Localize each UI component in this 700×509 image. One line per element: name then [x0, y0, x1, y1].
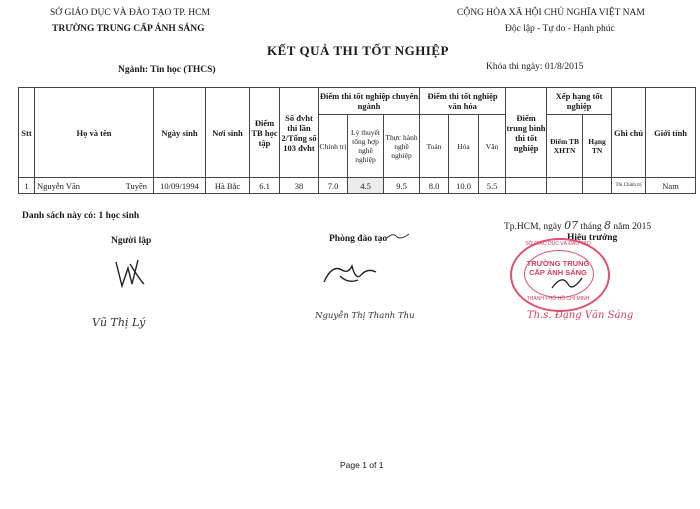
principal-title: Hiệu trưởng — [567, 233, 618, 243]
header-group-rank: Xếp hạng tốt nghiệp — [547, 88, 612, 115]
header-final: Điểm trung bình thi tốt nghiệp — [506, 88, 547, 178]
cell-stt: 1 — [19, 178, 35, 194]
signing-date — [504, 219, 651, 232]
page-title: KẾT QUẢ THI TỐT NGHIỆP — [267, 43, 449, 58]
date-prefix: Tp.HCM, ngày — [504, 222, 562, 232]
header-rank-score: Điểm TB XHTN — [547, 115, 583, 178]
header-stt: Stt — [19, 88, 35, 178]
stamp-bottom-text: THÀNH PHỐ HỒ CHÍ MINH — [526, 296, 590, 302]
national-motto: Độc lập - Tự do - Hạnh phúc — [505, 24, 615, 34]
training-title: Phòng đào tạo — [329, 234, 388, 244]
header-politics: Chính trị — [319, 115, 348, 178]
header-group-culture: Điểm thi tốt nghiệp văn hóa — [420, 88, 506, 115]
cell-dob: 10/09/1994 — [154, 178, 206, 194]
month-prefix: tháng — [580, 222, 602, 232]
results-table — [18, 87, 696, 194]
header-practice: Thực hành nghề nghiệp — [384, 115, 420, 178]
cell-math: 8.0 — [420, 178, 449, 194]
cell-gender: Nam — [646, 178, 696, 194]
cell-name — [35, 178, 154, 194]
stamp-top-text: SỞ GIÁO DỤC VÀ ĐÀO TẠO — [525, 241, 591, 247]
page-number: Page 1 of 1 — [340, 460, 384, 470]
header-gender: Giới tính — [646, 88, 696, 178]
cell-first-name: Nguyễn Văn — [37, 180, 81, 191]
date-month: 8 — [604, 219, 612, 232]
cell-theory: 4.5 — [348, 178, 384, 194]
header-note: Ghi chú — [612, 88, 646, 178]
training-name: Nguyễn Thị Thanh Thu — [315, 311, 415, 321]
school-name: TRƯỜNG TRUNG CẤP ÁNH SÁNG — [52, 24, 205, 34]
creator-name: Vũ Thị Lý — [92, 316, 146, 329]
year-label: năm 2015 — [613, 222, 652, 232]
header-math: Toán — [420, 115, 449, 178]
cell-attempt: 38 — [280, 178, 319, 194]
republic-name: CỘNG HÒA XÃ HỘI CHỦ NGHĨA VIỆT NAM — [457, 8, 645, 18]
stamp-school-name: TRƯỜNG TRUNG CẤP ÁNH SÁNG — [526, 259, 590, 277]
cell-gpa: 6.1 — [250, 178, 280, 194]
student-count: Danh sách này có: 1 học sinh — [22, 211, 140, 221]
header-attempt: Số đvht thi lần 2/Tổng số 103 đvht — [280, 88, 319, 178]
cell-politics: 7.0 — [319, 178, 348, 194]
header-group-major: Điểm thi tốt nghiệp chuyên ngành — [319, 88, 420, 115]
header-name: Họ và tên — [35, 88, 154, 178]
training-signature — [318, 256, 382, 290]
exam-date: Khóa thi ngày: 01/8/2015 — [486, 62, 584, 72]
initial-mark — [385, 230, 413, 242]
major-label: Ngành: Tin học (THCS) — [118, 65, 216, 75]
header-pob: Nơi sinh — [206, 88, 250, 178]
principal-signature — [548, 272, 588, 296]
creator-title: Người lập — [111, 236, 152, 246]
department-name: SỞ GIÁO DỤC VÀ ĐÀO TẠO TP. HCM — [50, 8, 210, 18]
header-gpa: Điểm TB học tập — [250, 88, 280, 178]
cell-rank-score — [547, 178, 583, 194]
cell-lit: 5.5 — [479, 178, 506, 194]
cell-pob: Hà Bắc — [206, 178, 250, 194]
date-day: 07 — [564, 219, 579, 232]
cell-note: Thi Chính trị — [612, 178, 646, 194]
table-row — [19, 178, 696, 194]
principal-name: Th.s. Đặng Văn Sáng — [527, 310, 634, 321]
cell-last-name: Tuyền — [125, 180, 147, 191]
header-dob: Ngày sinh — [154, 88, 206, 178]
creator-signature — [110, 254, 150, 296]
cell-final — [506, 178, 547, 194]
header-chem: Hóa — [449, 115, 479, 178]
cell-rank — [583, 178, 612, 194]
header-lit: Văn — [479, 115, 506, 178]
cell-chem: 10.0 — [449, 178, 479, 194]
cell-practice: 9.5 — [384, 178, 420, 194]
header-rank: Hạng TN — [583, 115, 612, 178]
header-theory: Lý thuyết tổng hợp nghề nghiệp — [348, 115, 384, 178]
